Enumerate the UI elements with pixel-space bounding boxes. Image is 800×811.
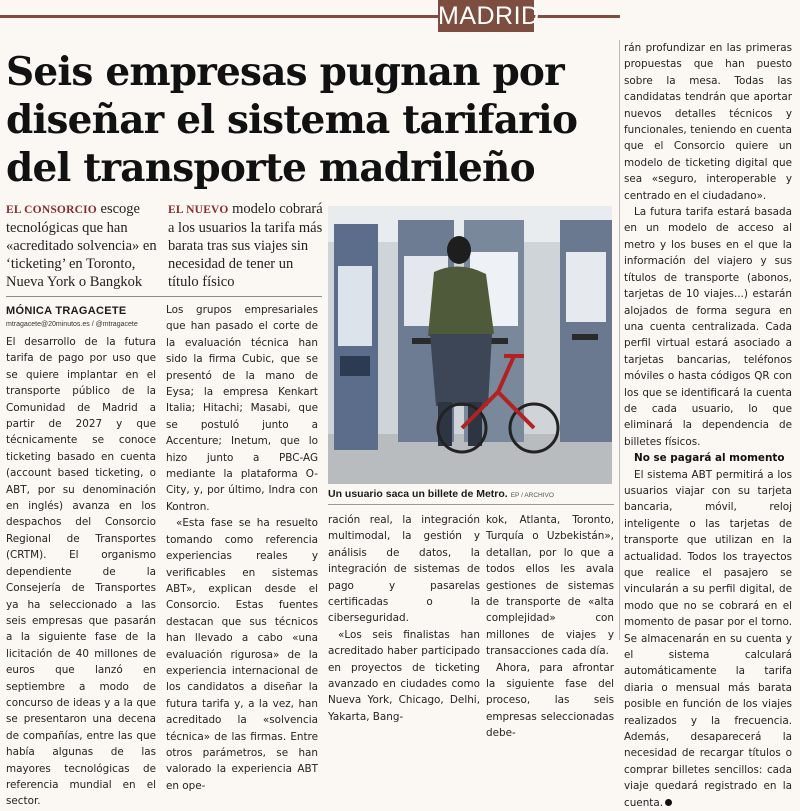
byline-email: mtragacete@20minutos.es / @mtragacete bbox=[6, 321, 138, 328]
deck-1-text: escoge tecnológicas que han «acreditado solvencia» en ‘ticketing’ en Toronto, Nueva York o Bangkok bbox=[6, 201, 157, 290]
deck-2-text: modelo cobrará a los usuarios la tarifa más barata tras sus viajes sin necesidad de tener un título físico bbox=[168, 201, 323, 290]
section-header bbox=[0, 0, 620, 32]
deck-1 bbox=[6, 200, 158, 291]
column-divider bbox=[619, 40, 620, 640]
paragraph: La futura tarifa estará basada en un modelo de acceso al metro y los buses en el que la información del viajero y sus títulos de transporte (abonos, tarjetas de 10 viajes...) estarán alojados de forma segura en una cuenta centralizada. Cada perfil virtual estará asociado a tarjetas bancarias, teléfonos móviles o hasta códigos QR con los que se identificará la cuenta de cada usuario, lo que eliminará la dependencia de billetes físicos. bbox=[624, 206, 792, 448]
body-column-5 bbox=[624, 40, 792, 811]
paragraph: «Esta fase se ha resuelto tomando como referencia experiencias reales y verificables en sistemas ABT», explican desde el Consorcio. Estas fuentes destacan que sus técnicos han llevado a cabo «una evaluación rigurosa» de la experiencia internacional de los candidatos a diseñar la futura tarifa y, a la vez, han acreditado la «solvencia técnica» de las firmas. Entre otros parámetros, se han valorado la experiencia ABT en ope- bbox=[166, 517, 318, 792]
article-photo bbox=[328, 206, 612, 484]
deck-2 bbox=[168, 200, 324, 291]
paragraph: Los grupos empresariales que han pasado el corte de la evaluación técnica han sido la firma Cubic, que se presentó de la mano de Eysa; la empresa Kenkart Italia; Hitachi; Masabi, que se postuló junto a Accenture; Inetum, que lo hizo junto a PBC-AG mediante la plataforma O-City, y, por último, Indra con Kontron. bbox=[166, 304, 318, 513]
byline-author: MÓNICA TRAGACETE bbox=[6, 305, 127, 317]
body-column-3 bbox=[328, 512, 480, 725]
end-of-article-icon bbox=[665, 799, 672, 806]
paragraph bbox=[624, 467, 792, 811]
deck-2-lead: EL NUEVO bbox=[168, 204, 229, 216]
paragraph: El desarrollo de la futura tarifa de pago por uso que se quiere implantar en el transporte público de la Comunidad de Madrid a partir de 2027 y que técnicamente se conoce ticketing basado en cuenta (account based ticketing, o ABT, por su denominación en inglés) avanza en los despachos del Consorcio Regional de Transportes (CRTM). El organismo dependiente de la Consejería de Transportes ya ha seleccionado a las seis empresas que pasarán a la siguiente fase de la licitación de 40 millones de euros que lanzó en septiembre a modo de concurso de ideas y a la que se presentaron una decena de compañías, entre las que había algunas de las mayores tecnológicas de referencia mundial en el sector. bbox=[6, 336, 156, 808]
paragraph: «Los seis finalistas han acreditado haber participado en proyectos de ticketing avanzado en ciudades como Nueva York, Chicago, Delhi, Yakarta, Bang- bbox=[328, 628, 480, 723]
caption-divider bbox=[328, 504, 614, 505]
photo-credit: EP / ARCHIVO bbox=[510, 492, 554, 499]
paragraph: kok, Atlanta, Toronto, Turquía o Uzbekistán», detallan, por lo que a todos ellos les avala gestiones de sistemas de transporte de «alta complejidad» con millones de viajes y transacciones cada día. bbox=[486, 514, 614, 658]
body-column-1 bbox=[6, 334, 156, 810]
paragraph: Ahora, para afrontar la siguiente fase del proceso, las seis empresas seleccionadas debe- bbox=[486, 661, 614, 740]
caption-text: Un usuario saca un billete de Metro. bbox=[328, 488, 508, 500]
deck-divider bbox=[6, 296, 322, 297]
paragraph-text: El sistema ABT permitirá a los usuarios viajar con su tarjeta bancaria, móvil, reloj inteligente o las tarjetas de transporte que utilizan en la actualidad. Todos los trayectos que realice el pasajero se vincularán a su perfil digital, de modo que no se cobrará en el momento de pasar por el torno. Se almacenarán en su cuenta y el sistema calculará automáticamente la tarifa diaria o mensual más barata posible en función de los viajes realizados y la frecuencia. Además, desaparecerá la necesidad de recargar títulos o comprar billetes sencillos: cada viaje quedará registrado en la cuenta. bbox=[624, 468, 792, 809]
section-tag: MADRID bbox=[438, 2, 540, 30]
photo-caption bbox=[328, 488, 616, 500]
paragraph: ración real, la integración multimodal, la gestión y análisis de datos, la integración de sistemas de pago y pasarelas certificadas o la ciberseguridad. bbox=[328, 514, 480, 625]
subheading: No se pagará al momento bbox=[634, 452, 785, 465]
ticket-machine-photo bbox=[328, 206, 612, 484]
deck-1-lead: EL CONSORCIO bbox=[6, 204, 97, 216]
body-column-4 bbox=[486, 512, 614, 742]
body-column-2 bbox=[166, 302, 318, 794]
paragraph: rán profundizar en las primeras propuestas que han puesto sobre la mesa. Todas las candidatas tendrán que aportar nuevos detalles técnicos y funcionales, teniendo en cuenta que el Consorcio quiere un modelo de ticketing digital que sea «seguro, interoperable y centrado en el ciudadano». bbox=[624, 42, 792, 202]
headline: Seis empresas pugnan por diseñar el sistema tarifario del transporte madrileño bbox=[6, 49, 578, 191]
